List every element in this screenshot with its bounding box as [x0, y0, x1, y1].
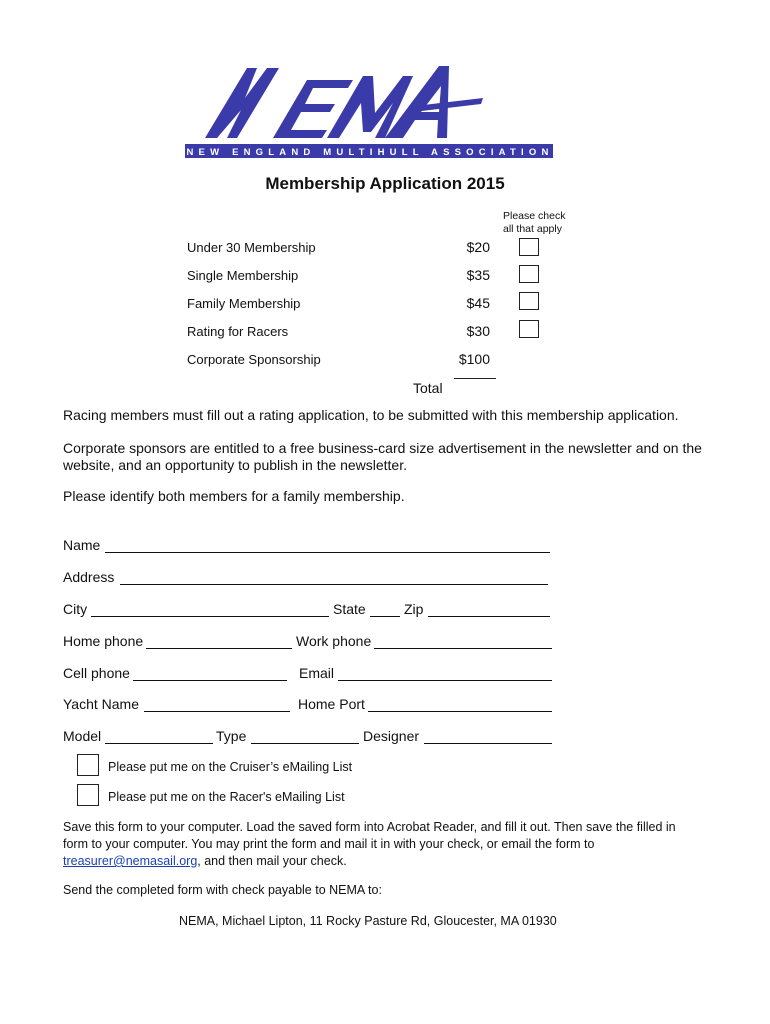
email-field[interactable] — [338, 680, 552, 681]
work-phone-field[interactable] — [374, 648, 552, 649]
check-note-line2: all that apply — [503, 222, 562, 235]
membership-price: $45 — [466, 295, 490, 311]
total-field[interactable] — [454, 378, 496, 379]
instructions — [63, 819, 703, 870]
designer-label: Designer — [363, 728, 420, 744]
mail-address: NEMA, Michael Lipton, 11 Rocky Pasture Rd, Gloucester, MA 01930 — [179, 914, 557, 928]
name-label: Name — [63, 537, 101, 553]
home-phone-field[interactable] — [146, 648, 292, 649]
logo-tagline: NEW ENGLAND MULTIHULL ASSOCIATION — [186, 147, 554, 158]
membership-checkbox-single[interactable] — [519, 265, 539, 283]
family-note: Please identify both members for a family membership. — [63, 488, 405, 504]
racer-list-checkbox[interactable] — [77, 784, 99, 806]
home-phone-label: Home phone — [63, 633, 144, 649]
send-to-label: Send the completed form with check payable to NEMA to: — [63, 883, 382, 897]
total-label: Total — [413, 380, 443, 396]
name-field[interactable] — [105, 552, 550, 553]
membership-price: $20 — [466, 239, 490, 255]
cell-phone-field[interactable] — [133, 680, 287, 681]
yacht-name-label: Yacht Name — [63, 696, 139, 712]
city-label: City — [63, 601, 88, 617]
type-label: Type — [216, 728, 247, 744]
model-field[interactable] — [105, 743, 213, 744]
membership-checkbox-rating[interactable] — [519, 320, 539, 338]
membership-label: Under 30 Membership — [187, 240, 316, 255]
racing-note: Racing members must fill out a rating application, to be submitted with this membership application. — [63, 407, 679, 423]
treasurer-email-link[interactable]: treasurer@nemasail.org — [63, 854, 198, 868]
membership-price: $35 — [466, 267, 490, 283]
instructions-text: Save this form to your computer. Load the saved form into Acrobat Reader, and fill it out. Then save the filled in form to your computer. You may print the form and mail it in with your check, or email the form to — [63, 820, 676, 851]
page-title: Membership Application 2015 — [265, 174, 505, 193]
membership-price: $30 — [466, 323, 490, 339]
membership-label: Family Membership — [187, 296, 301, 311]
nema-logo — [185, 58, 555, 168]
type-field[interactable] — [251, 743, 359, 744]
state-label: State — [333, 601, 366, 617]
membership-label: Rating for Racers — [187, 324, 289, 339]
membership-checkbox-family[interactable] — [519, 292, 539, 310]
address-field[interactable] — [120, 584, 548, 585]
check-note-line1: Please check — [503, 210, 566, 222]
racer-list-label: Please put me on the Racer's eMailing List — [108, 790, 345, 804]
membership-label: Corporate Sponsorship — [187, 352, 321, 367]
check-note — [503, 210, 565, 235]
zip-label: Zip — [404, 601, 424, 617]
membership-label: Single Membership — [187, 268, 299, 283]
cell-phone-label: Cell phone — [63, 665, 130, 681]
email-label: Email — [299, 665, 335, 681]
state-field[interactable] — [370, 616, 400, 617]
cruiser-list-label: Please put me on the Cruiser’s eMailing List — [108, 760, 353, 774]
designer-field[interactable] — [424, 743, 552, 744]
instructions-text-end: , and then mail your check. — [197, 854, 347, 868]
city-field[interactable] — [91, 616, 329, 617]
model-label: Model — [63, 728, 102, 744]
home-port-label: Home Port — [298, 696, 365, 712]
home-port-field[interactable] — [368, 711, 552, 712]
address-label: Address — [63, 569, 115, 585]
cruiser-list-checkbox[interactable] — [77, 754, 99, 776]
zip-field[interactable] — [428, 616, 550, 617]
yacht-name-field[interactable] — [144, 711, 290, 712]
sponsor-note: Corporate sponsors are entitled to a free business-card size advertisement in the newsletter and on the website, and an opportunity to publish in the newsletter. — [63, 440, 702, 473]
work-phone-label: Work phone — [296, 633, 372, 649]
membership-checkbox-under30[interactable] — [519, 238, 539, 256]
membership-price: $100 — [458, 351, 490, 367]
